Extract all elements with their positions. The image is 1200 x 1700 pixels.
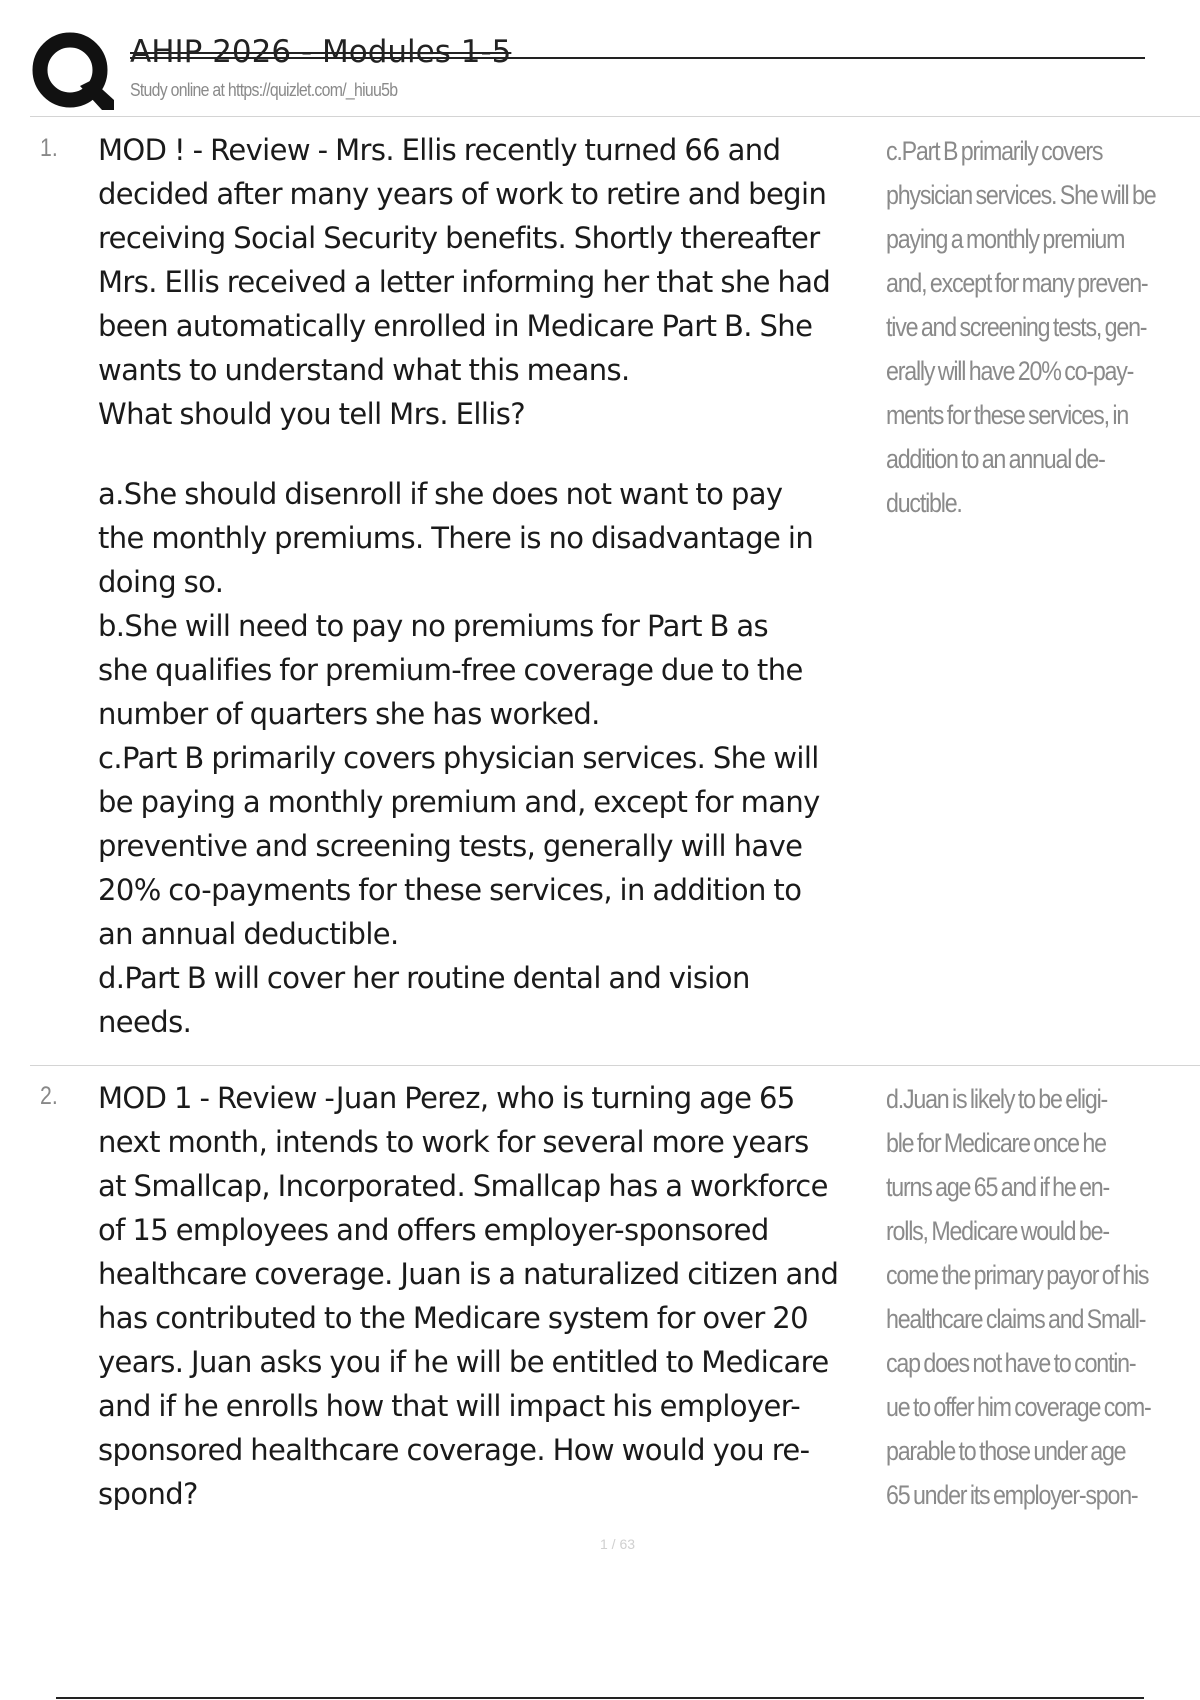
divider xyxy=(30,116,1200,117)
title-rule xyxy=(130,57,1145,59)
answer-line: 65 under its employer-spon- xyxy=(886,1480,1138,1510)
question-line: sponsored healthcare coverage. How would you re- xyxy=(98,1433,810,1467)
quizlet-logo-icon xyxy=(30,30,114,114)
question-line: and if he enrolls how that will impact his employer- xyxy=(98,1389,801,1423)
answer-line: d.Juan is likely to be eligi- xyxy=(886,1084,1108,1114)
question-line: healthcare coverage. Juan is a naturalized citizen and xyxy=(98,1257,839,1291)
answer-line: erally will have 20% co-pay- xyxy=(886,356,1134,386)
document-title: AHIP 2026 - Modules 1-5 xyxy=(130,34,512,70)
option-c: c.Part B primarily covers physician services. She will xyxy=(98,741,819,775)
question-line: years. Juan asks you if he will be entitled to Medicare xyxy=(98,1345,829,1379)
answer-line: healthcare claims and Small- xyxy=(886,1304,1146,1334)
answer-line: c.Part B primarily covers xyxy=(886,136,1103,166)
question-line: spond? xyxy=(98,1477,198,1511)
answer-line: tive and screening tests, gen- xyxy=(886,312,1147,342)
answer-line: and, except for many preven- xyxy=(886,268,1148,298)
page-header xyxy=(0,0,1200,118)
question-line: preventive and screening tests, generally will have xyxy=(98,829,803,863)
answer-line: cap does not have to contin- xyxy=(886,1348,1136,1378)
card-answer xyxy=(886,129,1161,525)
question-line: of 15 employees and offers employer-sponsored xyxy=(98,1213,769,1247)
question-spacer xyxy=(98,436,888,472)
divider xyxy=(30,1065,1200,1066)
card-number: 1. xyxy=(40,134,58,162)
answer-line: turns age 65 and if he en- xyxy=(886,1172,1110,1202)
answer-line: come the primary payor of his xyxy=(886,1260,1149,1290)
answer-line: addition to an annual de- xyxy=(886,444,1105,474)
question-line: next month, intends to work for several more years xyxy=(98,1125,809,1159)
answer-line: ments for these services, in xyxy=(886,400,1129,430)
question-line: wants to understand what this means. xyxy=(98,353,630,387)
question-line: has contributed to the Medicare system for over 20 xyxy=(98,1301,808,1335)
question-line: the monthly premiums. There is no disadvantage in xyxy=(98,521,814,555)
page-number: 1 / 63 xyxy=(599,1536,636,1552)
question-line: doing so. xyxy=(98,565,224,599)
question-line: MOD 1 - Review -Juan Perez, who is turning age 65 xyxy=(98,1081,795,1115)
card-number: 2. xyxy=(40,1082,58,1110)
card-question xyxy=(98,1076,888,1516)
question-line: Mrs. Ellis received a letter informing her that she had xyxy=(98,265,831,299)
question-line: decided after many years of work to retire and begin xyxy=(98,177,827,211)
option-a: a.She should disenroll if she does not want to pay xyxy=(98,477,783,511)
answer-line: ductible. xyxy=(886,488,962,518)
question-line: at Smallcap, Incorporated. Smallcap has a workforce xyxy=(98,1169,828,1203)
question-line: she qualifies for premium-free coverage due to the xyxy=(98,653,803,687)
answer-line: ble for Medicare once he xyxy=(886,1128,1106,1158)
card-question xyxy=(98,128,888,1044)
answer-line: rolls, Medicare would be- xyxy=(886,1216,1109,1246)
study-online-link[interactable]: Study online at https://quizlet.com/_hiuu5b xyxy=(130,80,398,100)
question-line: been automatically enrolled in Medicare Part B. She xyxy=(98,309,813,343)
answer-line: paying a monthly premium xyxy=(886,224,1125,254)
question-line: receiving Social Security benefits. Shortly thereafter xyxy=(98,221,820,255)
question-line: 20% co-payments for these services, in addition to xyxy=(98,873,802,907)
answer-line: physician services. She will be xyxy=(886,180,1156,210)
answer-line: ue to offer him coverage com- xyxy=(886,1392,1151,1422)
question-line: be paying a monthly premium and, except for many xyxy=(98,785,820,819)
card-answer xyxy=(886,1077,1161,1517)
question-line: an annual deductible. xyxy=(98,917,399,951)
question-line: needs. xyxy=(98,1005,192,1039)
option-d: d.Part B will cover her routine dental and vision xyxy=(98,961,750,995)
question-line: MOD ! - Review - Mrs. Ellis recently turned 66 and xyxy=(98,133,781,167)
answer-line: parable to those under age xyxy=(886,1436,1126,1466)
option-b: b.She will need to pay no premiums for Part B as xyxy=(98,609,769,643)
question-line: number of quarters she has worked. xyxy=(98,697,600,731)
question-line: What should you tell Mrs. Ellis? xyxy=(98,397,526,431)
footer-rule xyxy=(56,1697,1144,1699)
